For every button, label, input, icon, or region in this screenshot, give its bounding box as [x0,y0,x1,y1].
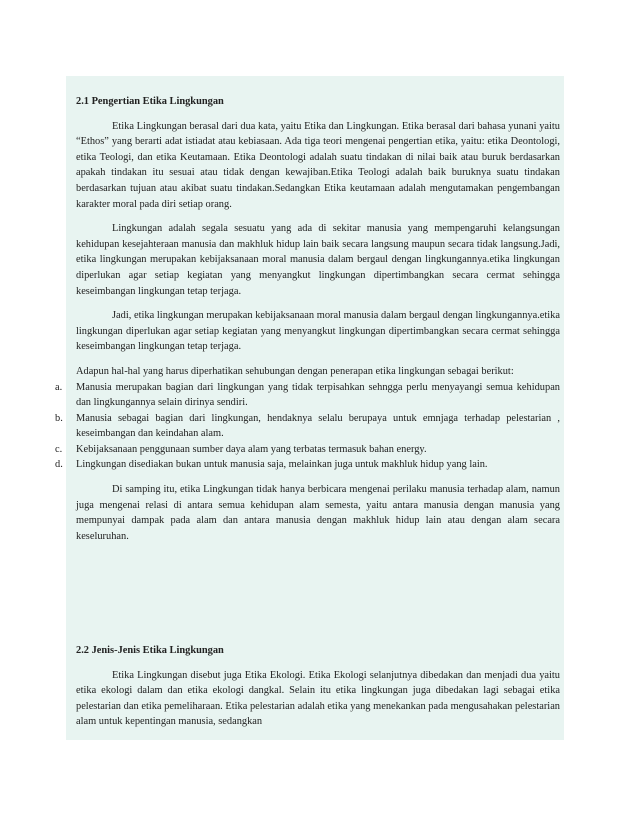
list-item [55,457,564,473]
list-item [55,380,564,411]
list-marker: c. [55,443,63,455]
list-item [55,411,564,442]
section-heading: 2.1 Pengertian Etika Lingkungan [76,96,224,107]
list-marker: d. [55,459,63,471]
paragraph-environment: Lingkungan adalah segala sesuatu yang ada di sekitar manusia yang mempengaruhi kelangsungan kehidupan kesejahteraan manusia dan makhluk hidup lain baik secara langsung maupun secara tidak langsung.Jadi, etika lingkungan merupakan kebijaksanaan moral manusia dalam bergaul dengan lingkungannya.etika lingkungan diperlukan agar setiap kegiatan yang menyangkut lingkungan dipertimbangkan secara cermat sehingga keseimbangan lingkungan tetap terjaga. [76,223,560,297]
paragraph-types: Etika Lingkungan disebut juga Etika Ekologi. Etika Ekologi selanjutnya dibedakan dan menjadi dua yaitu etika ekologi dalam dan etika ekologi dangkal. Selain itu etika lingkungan juga dibedakan lagi sebagai etika pelestarian dan etika pemeliharaan. Etika pelestarian adalah etika yang menekankan pada mengusahakan pelestarian alam untuk kepentingan manusia, sedangkan [76,669,560,728]
section-heading: 2.2 Jenis-Jenis Etika Lingkungan [76,645,224,656]
section-2-1 [55,76,564,634]
list-item-text: Lingkungan disediakan bukan untuk manusia saja, melainkan juga untuk makhluk hidup yang lain. [76,459,488,471]
considerations-list [55,380,564,474]
paragraph-summary: Jadi, etika lingkungan merupakan kebijaksanaan moral manusia dalam bergaul dengan lingkungannya.etika lingkungan diperlukan agar setiap kegiatan yang menyangkut lingkungan dipertimbangkan secara cermat sehingga keseimbangan lingkungan tetap terjaga. [76,310,560,353]
paragraph-closing: Di samping itu, etika Lingkungan tidak hanya berbicara mengenai perilaku manusia terhadap alam, namun juga mengenai relasi di antara semua kehidupan alam semesta, yaitu antara manusia dengan manusia yang mempunyai dampak pada alam dan antara manusia dengan makhluk hidup lain atau dengan alam secara keseluruhan. [76,484,560,542]
paragraph-definition: Etika Lingkungan berasal dari dua kata, yaitu Etika dan Lingkungan. Etika berasal dari bahasa yunani yaitu “Ethos” yang berarti adat istiadat atau kebiasaan. Ada tiga teori mengenai pengertian etika, yaitu: etika Deontologi, etika Teologi, dan etika Keutamaan. Etika Deontologi adalah suatu tindakan di nilai baik atau buruk berdasarkan apakah tindakan itu sesuai atau tidak dengan kewajiban.Etika Teologi adalah baik buruknya suatu tindakan berdasarkan tujuan atau akibat suatu tindakan.Sedangkan Etika keutamaan adalah mengutamakan pengembangan karakter moral pada diri setiap orang. [76,120,560,210]
list-marker: b. [55,412,63,424]
section-2-2 [66,634,564,740]
list-item-text: Manusia sebagai bagian dari lingkungan, hendaknya selalu berupaya untuk emnjaga terhadap pelestarian , keseimbangan dan keindahan alam. [76,412,560,440]
list-marker: a. [55,381,63,393]
list-intro: Adapun hal-hal yang harus diperhatikan sehubungan dengan penerapan etika lingkungan sebagai berikut: [76,365,514,377]
list-item-text: Manusia merupakan bagian dari lingkungan yang tidak terpisahkan sehngga perlu menyayangi semua kehidupan dan lingkungannya selain dirinya sendiri. [76,381,560,409]
list-item-text: Kebijaksanaan penggunaan sumber daya alam yang terbatas termasuk bahan energy. [76,443,427,455]
list-item [55,442,564,458]
